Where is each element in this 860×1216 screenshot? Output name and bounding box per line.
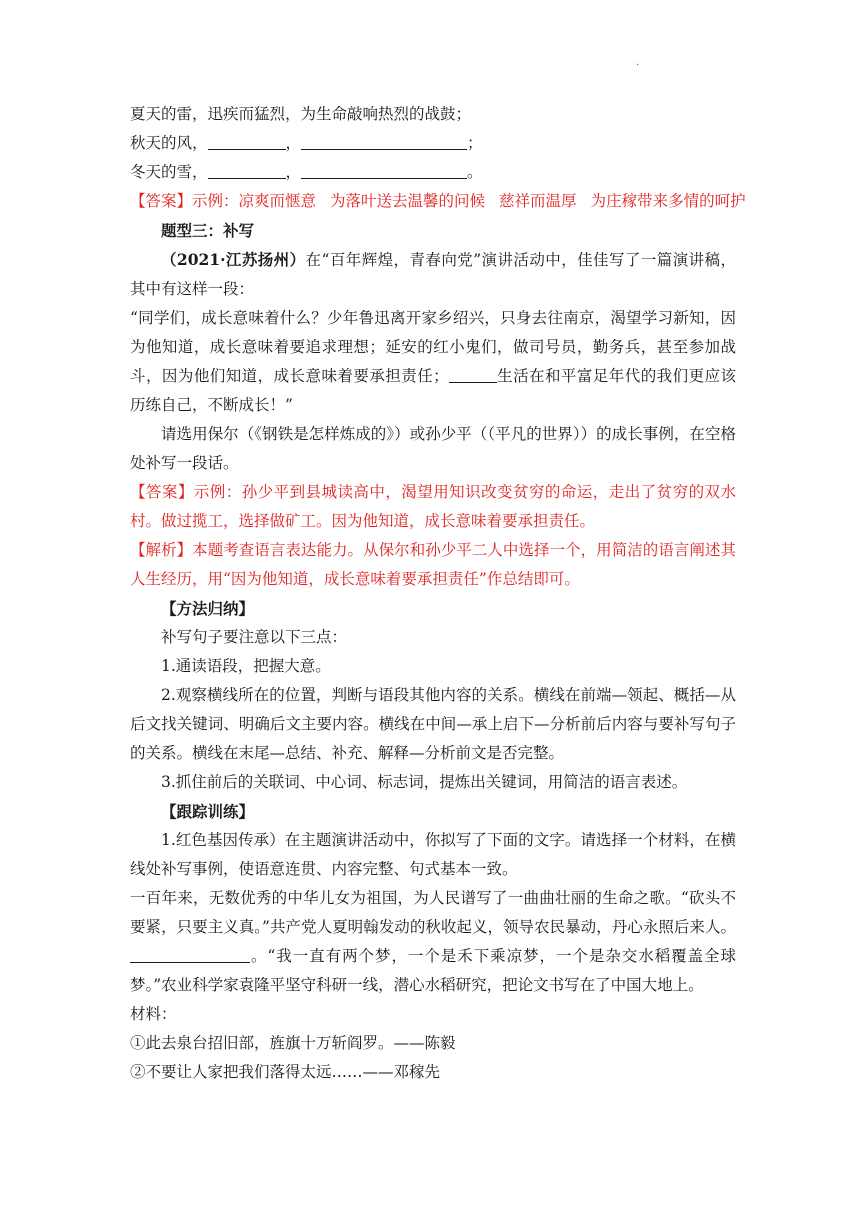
question-summer-line: 夏天的雷，迅疾而猛烈，为生命敲响热烈的战鼓； <box>130 105 472 123</box>
answer-blank[interactable] <box>130 944 250 963</box>
page-mark: · <box>636 60 640 71</box>
type3-heading: 题型三：补写 <box>161 221 255 240</box>
question-winter-line: 冬天的雪， ， 。 <box>130 158 736 187</box>
answer-blank[interactable] <box>208 131 286 150</box>
material-item-2: ②不要让人家把我们落得太远……——邓稼先 <box>130 1063 441 1081</box>
type3-intro: （2021·江苏扬州）在“百年辉煌，青春向党”演讲活动中，佳佳写了一篇演讲稿，其中有这样一段： <box>130 250 736 298</box>
type3-source: （2021·江苏扬州） <box>161 250 306 269</box>
speech-paragraph: “同学们，成长意味着什么？少年鲁迅离开家乡绍兴，只身去往南京，渴望学习新知，因为他知道，成长意味着要追求理想；延安的红小鬼们，做司号员，勤务兵，甚至参加战斗，因为他们知道，成长意味着要承担责任； 生活在和平富足年代的我们更应该历练自己，不断成长！” <box>130 309 736 414</box>
method-item-1: 1.通读语段，把握大意。 <box>161 657 331 675</box>
training-heading: 【跟踪训练】 <box>161 802 255 821</box>
document-content <box>130 100 746 1087</box>
task-paragraph: 请选用保尔（《钢铁是怎样炼成的》）或孙少平（（平凡的世界））的成长事例，在空格处补写一段话。 <box>130 425 736 472</box>
material-item-1: ①此去泉台招旧部，旌旗十万斩阎罗。——陈毅 <box>130 1034 456 1052</box>
answer-one: 【答案】示例：凉爽而惬意 为落叶送去温馨的问候 慈祥而温厚 为庄稼带来多情的呵护 <box>130 192 746 210</box>
answer-blank[interactable] <box>301 160 467 179</box>
answer-two: 【答案】示例：孙少平到县城读高中，渴望用知识改变贫穷的命运，走出了贫穷的双水村。做过揽工，选择做矿工。因为他知道，成长意味着要承担责任。 <box>130 483 736 530</box>
materials-label: 材料： <box>130 1005 177 1023</box>
analysis-tag: 【解析】 <box>130 541 193 559</box>
answer-tag: 【答案】 <box>130 192 193 210</box>
question-autumn-line: 秋天的风， ， ； <box>130 129 736 158</box>
method-heading: 【方法归纳】 <box>161 599 255 618</box>
answer-blank[interactable] <box>449 364 497 383</box>
answer-blank[interactable] <box>301 131 467 150</box>
analysis-paragraph: 【解析】本题考查语言表达能力。从保尔和孙少平二人中选择一个，用简洁的语言阐述其人生经历，用“因为他知道，成长意味着要承担责任”作总结即可。 <box>130 541 736 588</box>
method-item-3: 3.抓住前后的关联词、中心词、标志词，提炼出关键词，用简洁的语言表述。 <box>161 773 688 791</box>
answer-blank[interactable] <box>208 160 286 179</box>
passage-paragraph: 一百年来，无数优秀的中华儿女为祖国，为人民谱写了一曲曲壮丽的生命之歌。“砍头不要紧，只要主义真。”共产党人夏明翰发动的秋收起义，领导农民暴动，丹心永照后来人。。“我一直有两个梦，一个是禾下乘凉梦，一个是杂交水稻覆盖全球梦。”农业科学家袁隆平坚守科研一线，潜心水稻研究，把论文书写在了中国大地上。 <box>130 889 736 994</box>
training-question-1: 1.红色基因传承）在主题演讲活动中，你拟写了下面的文字。请选择一个材料，在横线处补写事例，使语意连贯、内容完整、句式基本一致。 <box>130 831 736 878</box>
answer-tag: 【答案】 <box>130 483 194 501</box>
method-intro: 补写句子要注意以下三点： <box>161 628 348 646</box>
method-item-2: 2.观察横线所在的位置，判断与语段其他内容的关系。横线在前端—领起、概括—从后文找关键词、明确后文主要内容。横线在中间—承上启下—分析前后内容与要补写句子的关系。横线在末尾—总结、补充、解释—分析前文是否完整。 <box>130 686 736 762</box>
